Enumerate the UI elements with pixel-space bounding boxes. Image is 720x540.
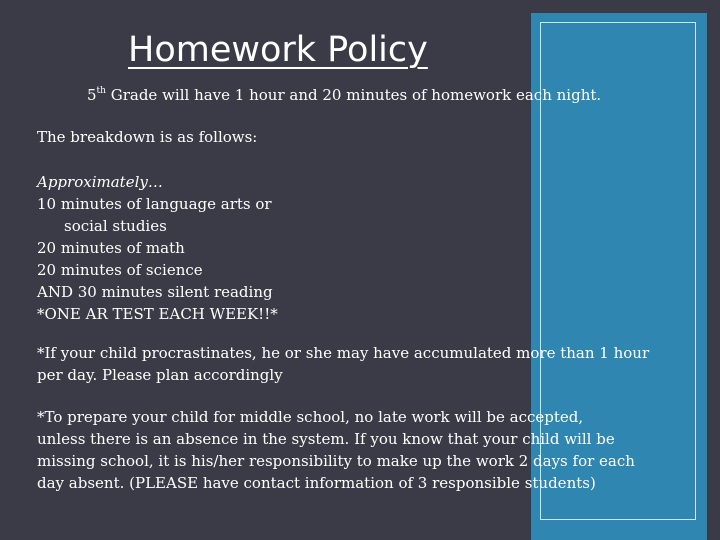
intro-text — [87, 84, 601, 106]
list-item: 10 minutes of language arts or — [37, 195, 272, 213]
note-line: per day. Please plan accordingly — [37, 366, 283, 384]
breakdown-heading: The breakdown is as follows: — [37, 128, 258, 146]
page-title: Homework Policy — [128, 30, 428, 70]
list-lead: Approximately… — [37, 173, 163, 191]
list-item: *ONE AR TEST EACH WEEK!!* — [37, 305, 278, 323]
note-line: day absent. (PLEASE have contact information of 3 responsible students) — [37, 474, 596, 492]
note-line: missing school, it is his/her responsibility to make up the work 2 days for each — [37, 452, 635, 470]
grade-suffix: th — [96, 86, 106, 96]
grade-number: 5 — [87, 86, 97, 104]
procrastination-note — [37, 342, 649, 386]
list-item-continuation: social studies — [64, 217, 167, 235]
list-item: AND 30 minutes silent reading — [37, 283, 273, 301]
late-work-note — [37, 406, 635, 494]
note-line: *If your child procrastinates, he or she may have accumulated more than 1 hour — [37, 344, 650, 362]
note-line: *To prepare your child for middle school, no late work will be accepted, — [37, 408, 584, 426]
note-line: unless there is an absence in the system. If you know that your child will be — [37, 430, 615, 448]
list-item: 20 minutes of math — [37, 239, 185, 257]
homework-breakdown-list — [37, 171, 278, 325]
intro-rest: Grade will have 1 hour and 20 minutes of homework each night. — [105, 86, 602, 104]
list-item: 20 minutes of science — [37, 261, 203, 279]
